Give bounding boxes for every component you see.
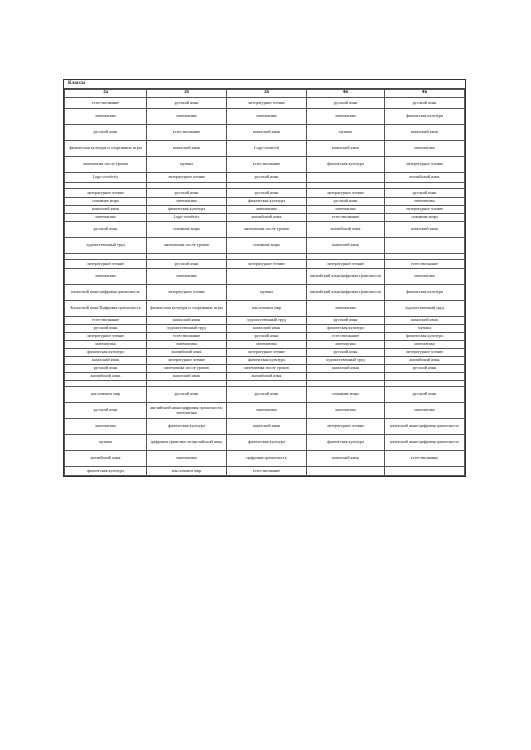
- lesson-cell: музыка: [385, 325, 465, 333]
- lesson-row: [65, 109, 465, 125]
- lesson-cell: казахский язык: [385, 125, 465, 141]
- lesson-cell: естествознание: [227, 157, 307, 173]
- lesson-cell: математика: [147, 269, 227, 285]
- lesson-row: [65, 260, 465, 269]
- lesson-cell: английский язык/цифровая грамотность: [307, 269, 385, 285]
- lesson-cell: физическая культура: [385, 333, 465, 341]
- lesson-cell: казахский язык: [147, 317, 227, 325]
- lesson-cell: литературное чтение: [147, 357, 227, 365]
- lesson-cell: литературное чтение: [227, 98, 307, 109]
- lesson-cell: казахский язык: [385, 317, 465, 325]
- lesson-cell: русский язык: [385, 387, 465, 403]
- lesson-cell: математика: [227, 206, 307, 214]
- lesson-cell: физическая культура: [147, 206, 227, 214]
- lesson-row: [65, 387, 465, 403]
- lesson-cell: [307, 467, 385, 476]
- lesson-cell: физическая культура: [227, 357, 307, 365]
- lesson-cell: математика: [227, 341, 307, 349]
- lesson-row: [65, 98, 465, 109]
- lesson-cell: литературное чтение: [307, 189, 385, 198]
- lesson-cell: русский язык: [147, 387, 227, 403]
- lesson-cell: казахский язык: [65, 357, 147, 365]
- lesson-row: [65, 325, 465, 333]
- lesson-cell: физическая культура и спортивные игры: [147, 301, 227, 317]
- lesson-cell: [385, 238, 465, 254]
- lesson-cell: английский язык: [227, 214, 307, 222]
- lesson-row: [65, 125, 465, 141]
- lesson-cell: математика: [147, 341, 227, 349]
- lesson-cell: Казахский язык/Цифровая грамотность: [65, 301, 147, 317]
- lesson-row: [65, 341, 465, 349]
- lesson-cell: математика: [307, 109, 385, 125]
- lesson-row: [65, 333, 465, 341]
- schedule-table: [64, 89, 465, 476]
- lesson-row: [65, 285, 465, 301]
- lesson-cell: литературное чтение: [385, 349, 465, 357]
- lesson-cell: естествознание: [227, 467, 307, 476]
- lesson-cell: русский язык: [65, 325, 147, 333]
- lesson-cell: английский язык/цифровая грамотность: [307, 285, 385, 301]
- lesson-cell: английский язык: [65, 451, 147, 467]
- lesson-row: [65, 373, 465, 381]
- lesson-cell: русский язык: [147, 189, 227, 198]
- lesson-cell: литературное чтение: [147, 173, 227, 183]
- lesson-cell: художественный труд: [227, 317, 307, 325]
- lesson-row: [65, 301, 465, 317]
- lesson-cell: физическая культура: [227, 435, 307, 451]
- schedule-sheet: [63, 79, 466, 477]
- lesson-cell: художественный труд: [147, 325, 227, 333]
- lesson-cell: естествознание: [307, 333, 385, 341]
- lesson-cell: русский язык: [227, 173, 307, 183]
- lesson-cell: физическая культура и спортивные игры: [65, 141, 147, 157]
- lesson-cell: казахский язык: [227, 325, 307, 333]
- lesson-cell: русский язык: [385, 98, 465, 109]
- lesson-cell: математика: [65, 341, 147, 349]
- lesson-cell: математика: [307, 341, 385, 349]
- lesson-row: [65, 222, 465, 238]
- lesson-cell: естествознание: [307, 214, 385, 222]
- lesson-row: [65, 214, 465, 222]
- lesson-cell: математика: [307, 403, 385, 419]
- lesson-row: [65, 198, 465, 206]
- lesson-row: [65, 269, 465, 285]
- lesson-cell: литературное чтение: [227, 349, 307, 357]
- lesson-cell: казахский язык: [65, 206, 147, 214]
- lesson-cell: математика: [385, 341, 465, 349]
- lesson-cell: музыка: [147, 157, 227, 173]
- lesson-cell: естествознание: [385, 260, 465, 269]
- lesson-cell: физическая культура: [65, 349, 147, 357]
- lesson-row: [65, 189, 465, 198]
- lesson-cell: физическая культура: [307, 435, 385, 451]
- lesson-cell: мы познаем мир: [147, 467, 227, 476]
- lesson-cell: математика: [65, 214, 147, 222]
- classes-title: Классы: [64, 80, 465, 89]
- lesson-cell: математика: [385, 198, 465, 206]
- lesson-cell: физическая культура: [307, 325, 385, 333]
- lesson-cell: [385, 467, 465, 476]
- class-header: 4в: [385, 90, 465, 98]
- lesson-cell: мы познаем мир: [65, 387, 147, 403]
- lesson-cell: [227, 269, 307, 285]
- lesson-cell: физическая культура: [385, 109, 465, 125]
- lesson-cell: художественный труд: [385, 301, 465, 317]
- lesson-cell: казахский язык: [307, 365, 385, 373]
- lesson-row: [65, 317, 465, 325]
- lesson-cell: литературное чтение: [307, 260, 385, 269]
- lesson-cell: русский язык: [65, 222, 147, 238]
- lesson-cell: познание мира: [65, 198, 147, 206]
- lesson-cell: математика: [307, 301, 385, 317]
- lesson-cell: математика: [147, 198, 227, 206]
- lesson-cell: математика: [385, 141, 465, 157]
- lesson-cell: естествознание: [147, 333, 227, 341]
- lesson-cell: английский язык: [385, 357, 465, 365]
- lesson-row: [65, 157, 465, 173]
- lesson-cell: русский язык: [65, 365, 147, 373]
- lesson-cell: казахский язык/цифровая грамотность: [385, 419, 465, 435]
- lesson-cell: казахский язык: [307, 141, 385, 157]
- lesson-row: [65, 206, 465, 214]
- lesson-cell: мы познаем мир: [227, 301, 307, 317]
- lesson-cell: казахский язык: [307, 238, 385, 254]
- lesson-cell: казахский язык: [147, 141, 227, 157]
- lesson-cell: математика: [65, 269, 147, 285]
- class-header-row: [65, 90, 465, 98]
- lesson-cell: математика после уроков: [65, 157, 147, 173]
- lesson-cell: литературное чтение: [385, 206, 465, 214]
- lesson-cell: физическая культура: [385, 285, 465, 301]
- class-header: 3б: [147, 90, 227, 98]
- class-header: 3в: [227, 90, 307, 98]
- lesson-cell: познание мира: [307, 387, 385, 403]
- lesson-cell: русский язык: [385, 189, 465, 198]
- lesson-cell: математика после уроков: [147, 238, 227, 254]
- lesson-cell: естествознание: [385, 451, 465, 467]
- lesson-cell: познание мира: [385, 214, 465, 222]
- lesson-cell: математика после уроков: [227, 222, 307, 238]
- lesson-cell: литературное чтение: [385, 157, 465, 173]
- lesson-cell: русский язык: [307, 349, 385, 357]
- lesson-cell: литературное чтение: [65, 260, 147, 269]
- lesson-row: [65, 238, 465, 254]
- lesson-cell: английский язык/цифровая грамотность/математика: [147, 403, 227, 419]
- lesson-cell: литературное чтение: [307, 419, 385, 435]
- lesson-cell: математика: [65, 419, 147, 435]
- lesson-cell: казахский язык: [147, 373, 227, 381]
- lesson-cell: математика: [227, 403, 307, 419]
- lesson-cell: русский язык: [227, 189, 307, 198]
- lesson-row: [65, 419, 465, 435]
- lesson-cell: физическая культура: [307, 157, 385, 173]
- lesson-cell: казахский язык/цифровая грамотность: [65, 285, 147, 301]
- lesson-cell: математика: [385, 269, 465, 285]
- lesson-cell: Logo-creativiti: [227, 141, 307, 157]
- lesson-cell: [385, 373, 465, 381]
- lesson-cell: цифровая грамотность: [227, 451, 307, 467]
- lesson-cell: русский язык: [65, 125, 147, 141]
- lesson-cell: Logo-creativity: [65, 173, 147, 183]
- lesson-cell: естествознание: [147, 125, 227, 141]
- lesson-cell: английский язык: [65, 373, 147, 381]
- lesson-cell: физическая культура: [147, 419, 227, 435]
- lesson-cell: русский язык: [65, 403, 147, 419]
- lesson-cell: физическая культура: [65, 467, 147, 476]
- class-header: 3а: [65, 90, 147, 98]
- lesson-row: [65, 435, 465, 451]
- lesson-cell: английский язык: [227, 373, 307, 381]
- lesson-cell: русский язык: [147, 98, 227, 109]
- lesson-row: [65, 365, 465, 373]
- lesson-cell: художественный труд: [65, 238, 147, 254]
- lesson-cell: казахский язык: [227, 419, 307, 435]
- lesson-cell: английский язык: [385, 173, 465, 183]
- lesson-cell: естествознание: [65, 317, 147, 325]
- lesson-cell: математика после уроков: [227, 365, 307, 373]
- lesson-row: [65, 403, 465, 419]
- lesson-row: [65, 349, 465, 357]
- lesson-cell: русский язык: [147, 260, 227, 269]
- lesson-cell: математика: [307, 206, 385, 214]
- lesson-cell: математика: [147, 451, 227, 467]
- lesson-row: [65, 451, 465, 467]
- lesson-cell: русский язык: [307, 98, 385, 109]
- lesson-cell: русский язык: [307, 198, 385, 206]
- lesson-cell: математика: [65, 109, 147, 125]
- lesson-row: [65, 141, 465, 157]
- lesson-cell: математика: [385, 403, 465, 419]
- lesson-cell: казахский язык: [385, 222, 465, 238]
- lesson-row: [65, 467, 465, 476]
- lesson-cell: [307, 173, 385, 183]
- lesson-cell: математика: [227, 109, 307, 125]
- lesson-cell: русский язык: [307, 317, 385, 325]
- lesson-cell: английский язык: [147, 349, 227, 357]
- lesson-cell: [307, 373, 385, 381]
- lesson-cell: художественный труд: [307, 357, 385, 365]
- lesson-cell: естествознание: [65, 98, 147, 109]
- lesson-cell: познание мира: [147, 222, 227, 238]
- lesson-cell: литературное чтение: [227, 260, 307, 269]
- lesson-row: [65, 357, 465, 365]
- lesson-cell: русский язык: [385, 365, 465, 373]
- lesson-cell: английский язык: [307, 222, 385, 238]
- lesson-cell: литературное чтение: [65, 189, 147, 198]
- lesson-cell: математика после уроков: [147, 365, 227, 373]
- lesson-cell: литературное чтение: [147, 285, 227, 301]
- lesson-cell: математика: [147, 109, 227, 125]
- lesson-row: [65, 173, 465, 183]
- class-header: 4в: [307, 90, 385, 98]
- lesson-cell: цифровая грамотность/английский язык: [147, 435, 227, 451]
- lesson-cell: казахский язык/цифровая грамотность: [385, 435, 465, 451]
- lesson-cell: музыка: [307, 125, 385, 141]
- lesson-cell: музыка: [227, 285, 307, 301]
- lesson-cell: физическая культура: [227, 198, 307, 206]
- lesson-cell: Logo-creativity: [147, 214, 227, 222]
- lesson-cell: русский язык: [227, 387, 307, 403]
- lesson-cell: русский язык: [227, 333, 307, 341]
- lesson-cell: познание мира: [227, 238, 307, 254]
- lesson-cell: казахский язык: [307, 451, 385, 467]
- lesson-cell: музыка: [65, 435, 147, 451]
- lesson-cell: литературное чтение: [65, 333, 147, 341]
- lesson-cell: казахский язык: [227, 125, 307, 141]
